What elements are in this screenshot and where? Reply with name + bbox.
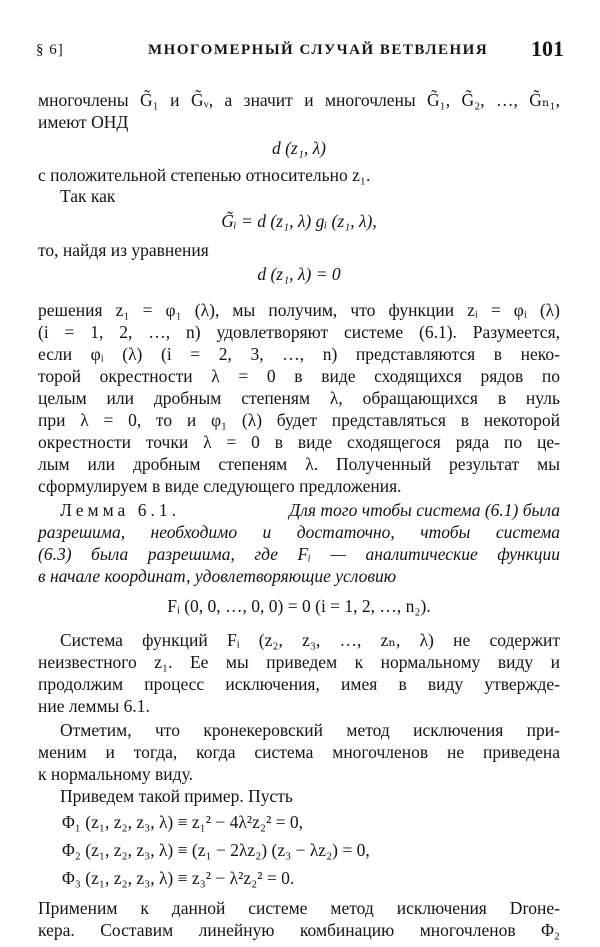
text-line-2: имеют ОНД xyxy=(38,112,129,132)
formula-phi-1: Φ₁ (z₁, z₂, z₃, λ) ≡ z₁² − 4λ²z₂² = 0, xyxy=(62,812,303,832)
text-line-5: Так как xyxy=(60,186,116,206)
text-line-25: продолжим процесс исключения, имея в виду утвержде- xyxy=(38,674,560,694)
text-line-24: неизвестного z₁. Ее мы приведем к нормальному виду и xyxy=(38,652,560,672)
lemma-line-3: (6.3) была разрешима, где Fᵢ — аналитические функции xyxy=(38,544,560,564)
lemma-heading-line xyxy=(38,500,560,521)
running-head xyxy=(36,34,564,64)
formula-gcd: d (z₁, λ) xyxy=(271,138,326,158)
text-line-9: решения z₁ = φ₁ (λ), мы получим, что функции zᵢ = φᵢ (λ) xyxy=(38,300,560,320)
text-line-10: (i = 1, 2, …, n) удовлетворяют системе (6.1). Разумеется, xyxy=(38,322,560,342)
lemma-text-start: Для того чтобы система (6.1) была xyxy=(289,500,560,520)
text-line-13: целым или дробным степеням λ, обращающихся в нуль xyxy=(38,388,560,408)
text-line-17: сформулируем в виде следующего предложения. xyxy=(38,476,402,496)
text-line-23: Система функций Fᵢ (z₂, z₃, …, zₙ, λ) не содержит xyxy=(60,630,560,650)
text-line-28: меним и тогда, когда система многочленов не приведена xyxy=(38,742,560,762)
text-line-14: при λ = 0, то и φ₁ (λ) будет представляться в некоторой xyxy=(38,410,560,430)
text-line-12: торой окрестности λ = 0 в виде сходящихся рядов по xyxy=(38,366,560,386)
text-line-29: к нормальному виду. xyxy=(38,764,193,784)
formula-gi: G̃ᵢ = d (z₁, λ) gᵢ (z₁, λ), xyxy=(221,211,377,231)
lemma-label: Лемма 6.1. xyxy=(60,500,180,520)
text-line-27: Отметим, что кронекеровский метод исключения при- xyxy=(60,720,560,740)
text-line-30: Приведем такой пример. Пусть xyxy=(60,786,293,806)
text-line-11: если φᵢ (λ) (i = 2, 3, …, n) представляются в неко- xyxy=(38,344,560,364)
text-line-4: с положительной степенью относительно z₁. xyxy=(38,165,371,185)
formula-equation: d (z₁, λ) = 0 xyxy=(257,264,341,284)
text-line-1: многочлены G̃₁ и G̃ᵥ, а значит и многочлены G̃₁, G̃₂, …, G̃ₙ₁, xyxy=(38,90,560,110)
formula-phi-2: Φ₂ (z₁, z₂, z₃, λ) ≡ (z₁ − 2λz₂) (z₃ − λz₂) = 0, xyxy=(62,840,370,860)
text-line-26: ние леммы 6.1. xyxy=(38,696,150,716)
running-title: МНОГОМЕРНЫЙ СЛУЧАЙ ВЕТВЛЕНИЯ xyxy=(148,42,489,58)
text-line-16: лым или дробным степеням λ. Полученный результат мы xyxy=(38,454,560,474)
text-line-15: окрестности точки λ = 0 в виде сходящегося ряда по це- xyxy=(38,432,560,452)
lemma-line-4: в начале координат, удовлетворяющие условию xyxy=(38,566,397,586)
lemma-line-2: разрешима, необходимо и достаточно, чтобы система xyxy=(38,522,560,542)
text-line-7: то, найдя из уравнения xyxy=(38,240,209,260)
formula-condition: Fᵢ (0, 0, …, 0, 0) = 0 (i = 1, 2, …, n₂). xyxy=(167,596,431,616)
formula-phi-3: Φ₃ (z₁, z₂, z₃, λ) ≡ z₃² − λ²z₂² = 0. xyxy=(62,868,295,888)
page-number: 101 xyxy=(531,36,564,61)
text-line-35: кера. Составим линейную комбинацию многочленов Φ₂ xyxy=(38,920,560,940)
section-marker: § 6] xyxy=(36,42,64,58)
text-line-34: Применим к данной системе метод исключения Droне- xyxy=(38,898,560,918)
